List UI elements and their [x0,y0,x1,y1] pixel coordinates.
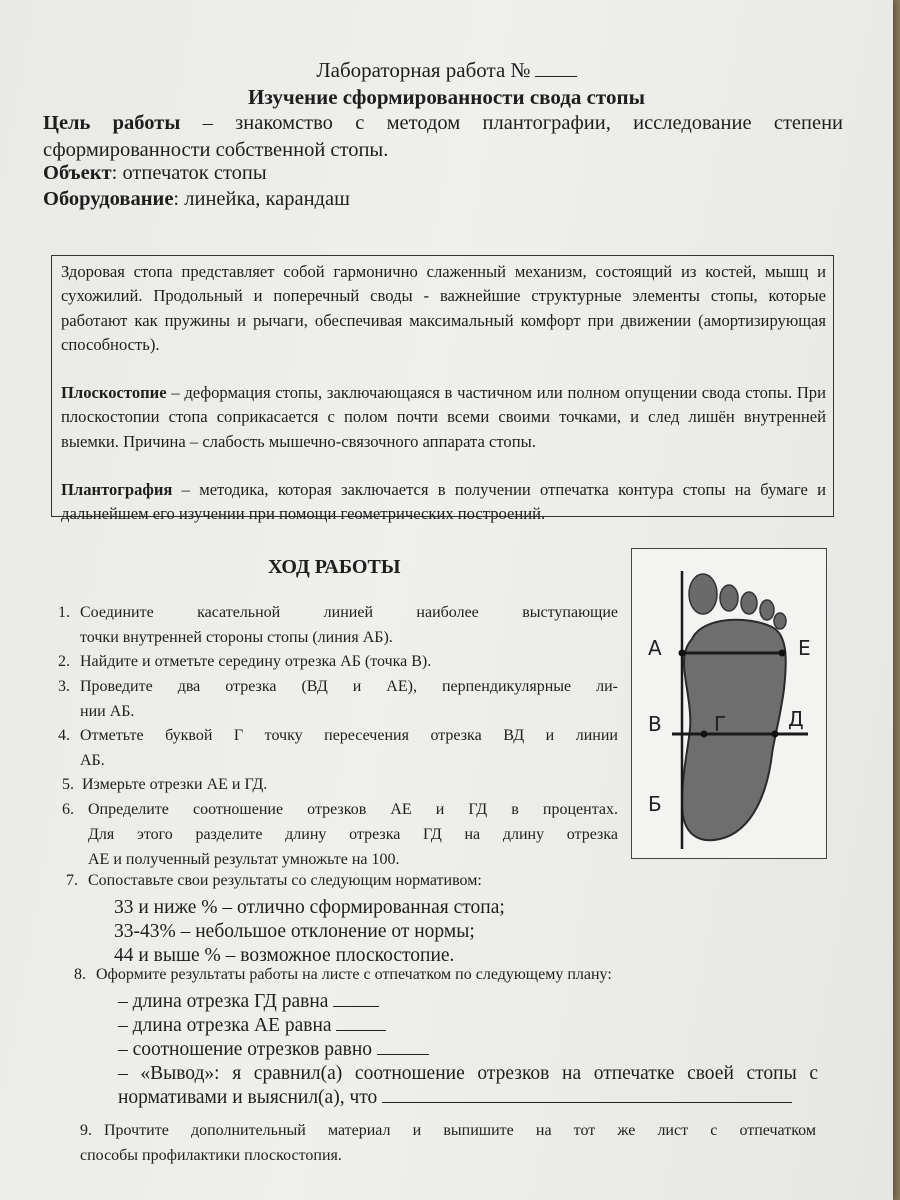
equipment-text: : линейка, карандаш [173,188,350,210]
lab-title-text: Лабораторная работа № [316,58,531,82]
label-a: А [648,636,662,660]
object-text: : отпечаток стопы [111,162,267,184]
progress-title: ХОД РАБОТЫ [268,556,401,578]
toe-print [760,600,774,620]
footprint-figure [631,548,827,859]
lab-number-blank [535,60,577,77]
goal-text: – знакомство с методом плантографии, исследование степени сформированности собственной стопы. [43,112,844,161]
big-toe-print [689,574,717,614]
norm-1: 33 и ниже % – отлично сформированная стопа; [114,897,505,918]
object-label: Объект [43,162,112,184]
answer-blank[interactable] [333,992,379,1007]
answer-blank[interactable] [377,1040,429,1055]
plan-item-conclusion-2 [118,1086,792,1111]
step-line: Сопоставьте свои результаты со следующим нормативом: [88,872,482,889]
plan-item-conclusion: – «Вывод»: я сравнил(а) соотношение отрезков на отпечатке своей стопы с [118,1063,818,1084]
plan-item-gd [118,990,379,1015]
plan-item-ae [118,1014,386,1039]
flatfoot-definition: – деформация стопы, заключающаяся в частичном или полном опущении свода стопы. При плоскостопии стопа соприкасается с полом почти всеми своими точками, и след лишён внутренней выемки. Причина – слабость мышечно-связочного аппарата стопы. [61,383,826,451]
object-line [43,162,267,185]
step-line: Определите соотношение отрезков АЕ и ГД в процентах. [88,801,618,818]
label-g: Г [714,712,727,736]
plan-item-text: – длина отрезка ГД равна [118,991,329,1012]
label-b: Б [648,792,662,816]
toe-print [720,585,738,611]
point-a [679,650,686,657]
step-line: Измерьте отрезки АЕ и ГД. [82,776,268,793]
plan-item-text: – соотношение отрезков равно [118,1039,373,1060]
info-paragraph-2 [61,381,826,454]
step-number: 7. [66,872,78,889]
step-line: АЕ и полученный результат умножьте на 100. [88,851,400,868]
point-d [772,731,779,738]
flatfoot-term: Плоскостопие [61,383,167,403]
toe-print [774,613,786,629]
info-box [51,255,834,524]
lab-subtitle: Изучение сформированности свода стопы [248,85,645,109]
lab-title [0,58,893,83]
step-line: Найдите и отметьте середину отрезка АБ (точка В). [80,653,432,670]
step-line: Прочтите дополнительный материал и выпишите на тот же лист с отпечатком [104,1122,816,1139]
point-e [779,650,786,657]
plan-item-ratio [118,1038,429,1063]
label-v: В [648,712,662,736]
answer-blank[interactable] [382,1088,792,1103]
plan-item-text: – длина отрезка АЕ равна [118,1015,332,1036]
footprint-diagram [632,549,828,860]
step-line: АБ. [80,752,105,769]
point-g [701,731,708,738]
goal-label: Цель работы [43,112,181,134]
step-line: Оформите результаты работы на листе с отпечатком по следующему плану: [96,966,612,983]
step-number: 9. [80,1122,92,1139]
step-line: Соедините касательной линией наиболее выступающие [80,604,618,621]
step-line: Отметьте буквой Г точку пересечения отрезка ВД и линии [80,727,618,744]
norm-2: 33-43% – небольшое отклонение от нормы; [114,921,475,942]
toe-print [741,592,757,614]
step-number: 2. [58,653,70,670]
info-paragraph-3 [61,478,826,527]
step-number: 3. [58,678,70,695]
step-line: способы профилактики плоскостопия. [80,1147,342,1164]
norm-3: 44 и выше % – возможное плоскостопие. [114,945,455,966]
step-line: точки внутренней стороны стопы (линия АБ). [80,629,393,646]
plantography-term: Плантография [61,480,173,500]
step-line: Для этого разделите длину отрезка ГД на длину отрезка [88,826,618,843]
info-paragraph-1: Здоровая стопа представляет собой гармонично слаженный механизм, состоящий из костей, мышц и сухожилий. Продольный и поперечный своды - важнейшие структурные элементы стопы, которые работают как пружины и рычаги, обеспечивая максимальный комфорт при движении (амортизирующая способность). [61,262,826,354]
step-number: 8. [74,966,86,983]
step-number: 6. [62,801,74,818]
answer-blank[interactable] [336,1016,386,1031]
equipment-label: Оборудование [43,188,174,210]
step-number: 4. [58,727,70,744]
plantography-definition: – методика, которая заключается в получении отпечатка контура стопы на бумаге и дальнейшем его изучении при помощи геометрических построений. [61,480,826,524]
label-d: Д [788,707,804,731]
equipment-line [43,188,350,211]
goal-paragraph [43,110,843,164]
step-number: 1. [58,604,70,621]
plan-item-text: нормативами и выяснил(а), что [118,1087,378,1108]
step-line: Проведите два отрезка (ВД и АЕ), перпендикулярные ли- [80,678,618,695]
step-number: 5. [62,776,74,793]
step-line: нии АБ. [80,703,135,720]
label-e: Е [798,636,811,660]
